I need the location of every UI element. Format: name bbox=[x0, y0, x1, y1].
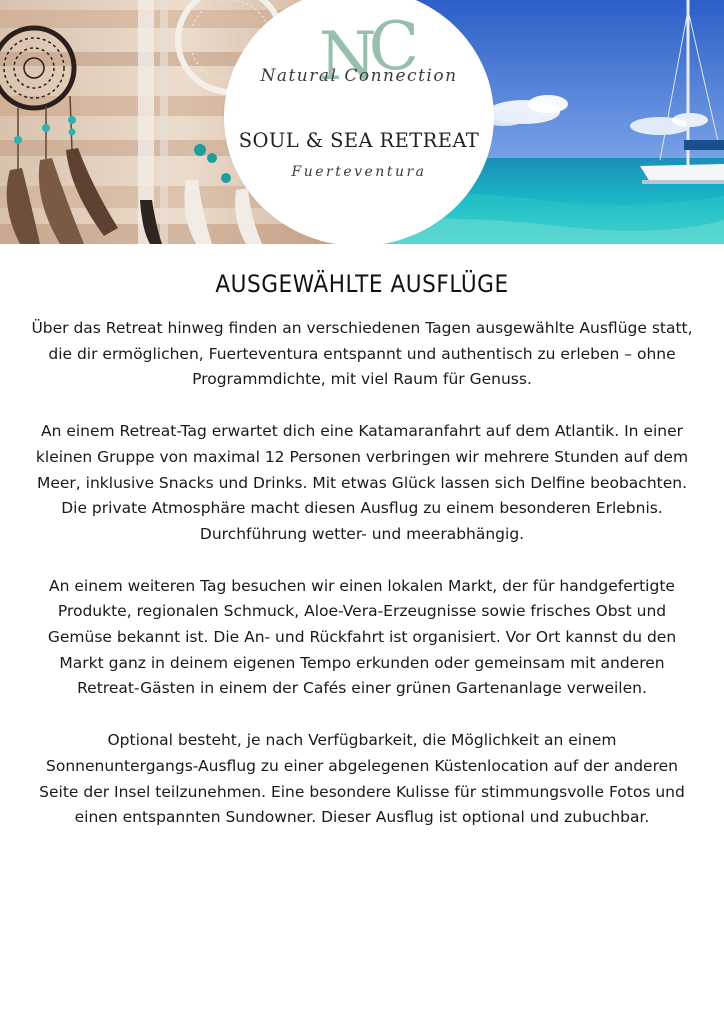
paragraph-market: An einem weiteren Tag besuchen wir einen lokalen Markt, der für handgefertigte Produkte, regionalen Schmuck, Aloe-Vera-Erzeugnisse sowie frisches Obst und Gemüse bekannt ist. Die An- und Rückfahrt ist organisiert. Vor Ort kannst du den Markt ganz in deinem eigenen Tempo erkunden oder gemeinsam mit anderen Retreat-Gästen in einem der Cafés einer grünen Gartenanlage verweilen. bbox=[47, 576, 677, 698]
monogram-c: C bbox=[368, 8, 406, 85]
location-name: Fuerteventura bbox=[291, 164, 427, 180]
retreat-name: SOUL & SEA RETREAT bbox=[238, 129, 480, 152]
brand-name: Natural Connection bbox=[260, 66, 458, 86]
logo-badge bbox=[224, 0, 494, 244]
paragraph-sunset: Optional besteht, je nach Verfügbarkeit, die Möglichkeit an einem Sonnenuntergangs-Ausflug zu einer abgelegenen Küstenlocation auf der anderen Seite der Insel teilzunehmen. Eine besondere Kulisse für stimmungsvolle Fotos und einen entspannten Sundowner. Dieser Ausflug ist optional und zubuchbar. bbox=[39, 731, 685, 827]
page-title: AUSGEWÄHLTE AUSFLÜGE bbox=[215, 270, 509, 298]
paragraph-intro: Über das Retreat hinweg finden an verschiedenen Tagen ausgewählte Ausflüge statt, die dir ermöglichen, Fuerteventura entspannt und authentisch zu erleben – ohne Programmdichte, mit viel Raum für Genuss. bbox=[31, 319, 693, 389]
monogram-n: N bbox=[318, 18, 363, 95]
paragraph-catamaran: An einem Retreat-Tag erwartet dich eine Katamaranfahrt auf dem Atlantik. In einer kleinen Gruppe von maximal 12 Personen verbringen wir mehrere Stunden auf dem Meer, inklusive Snacks und Drinks. Mit etwas Glück lassen sich Delfine beobachten. Die private Atmosphäre macht diesen Ausflug zu einem besonderen Erlebnis. Durchführung wetter- und meerabhängig. bbox=[35, 422, 689, 543]
header-banner bbox=[0, 0, 724, 244]
main-content bbox=[30, 270, 694, 857]
